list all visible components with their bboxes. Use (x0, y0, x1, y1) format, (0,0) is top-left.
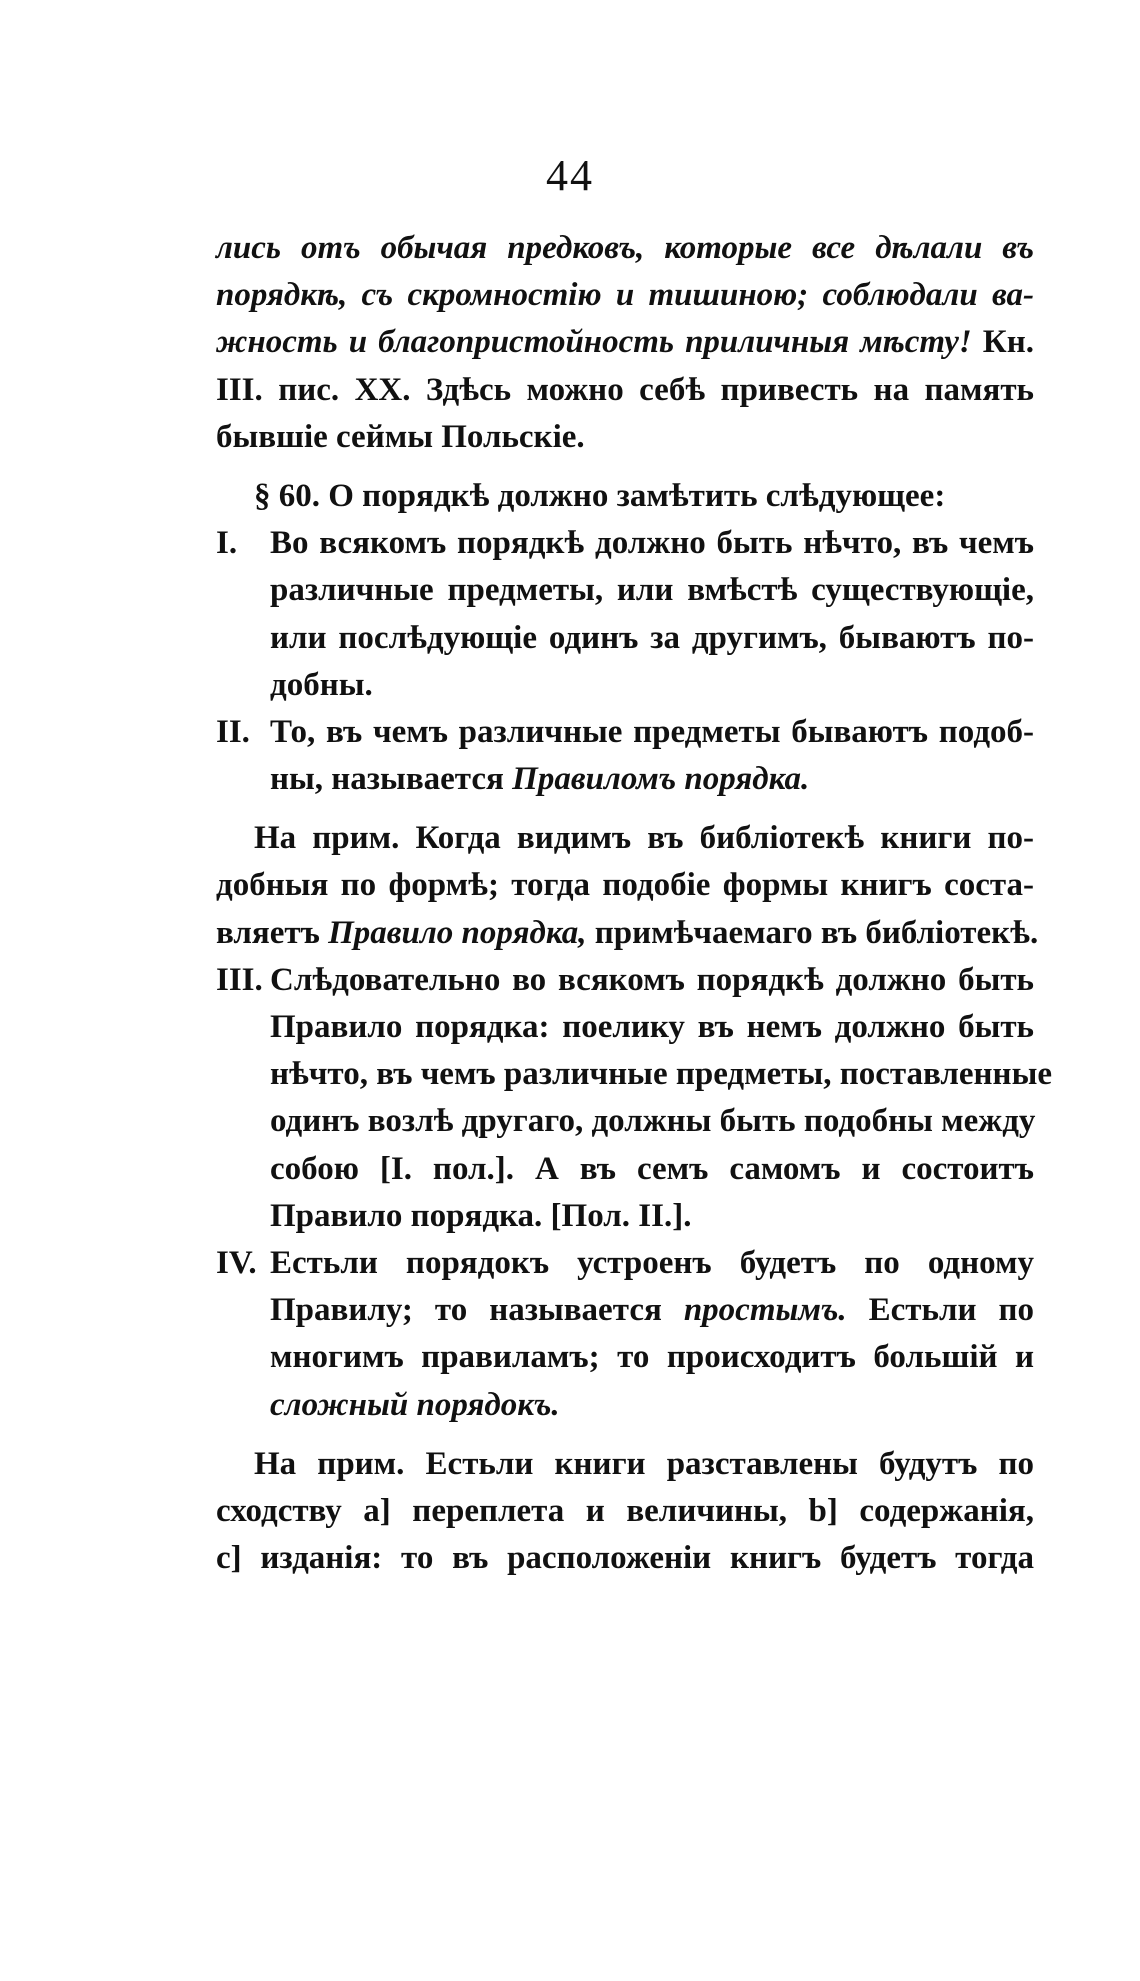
line-text: одинъ возлѣ другаго, должны быть подобны между (270, 1103, 1036, 1140)
line-text: различные предметы, или вмѣстѣ существующіе, (270, 572, 1034, 609)
text-segment: То, въ чемъ различные предметы бываютъ подоб- (270, 713, 1034, 750)
text-line (216, 756, 1034, 803)
text-line (216, 910, 1039, 957)
text-segment: Естьли по (846, 1292, 1034, 1329)
text-line (216, 1098, 1034, 1145)
text-segment: Правилу; то называется (270, 1292, 684, 1329)
item-number: IV. (216, 1244, 257, 1281)
text-line (216, 473, 1034, 520)
text-line (216, 709, 1034, 756)
text-line (216, 414, 1034, 461)
text-line (216, 520, 1034, 567)
line-text: Слѣдовательно во всякомъ порядкѣ должно быть (270, 961, 1034, 998)
text-segment: Кн. (982, 324, 1034, 361)
text-line (216, 662, 1034, 709)
text-line (216, 1334, 1034, 1381)
line-text: добныя по формѣ; тогда подобіе формы книгъ соста- (216, 867, 1034, 904)
text-line (216, 815, 1034, 862)
text-line (216, 1535, 1034, 1582)
line-text: или послѣдующіе одинъ за другимъ, бываютъ по- (270, 619, 1034, 656)
line-text: нѣчто, въ чемъ различные предметы, поставленные (270, 1056, 1052, 1093)
line-text: III. пис. XX. Здѣсь можно себѣ привесть на память (216, 371, 1034, 408)
line-text: На прим. Естьли книги разставлены будутъ по (254, 1445, 1034, 1482)
italic-text: жность и благопристойность приличныя мѣсту! (216, 324, 983, 361)
text-line (216, 1004, 1034, 1051)
text-line (216, 1441, 1034, 1488)
text-segment: ны, называется (270, 761, 513, 798)
item-number: III. (216, 961, 263, 998)
body-text (216, 225, 1052, 1582)
text-line (216, 957, 1034, 1004)
italic-text: Правило порядка, (328, 914, 587, 951)
text-line (216, 1287, 1034, 1334)
text-segment: вляетъ (216, 914, 329, 951)
text-line (216, 272, 1034, 319)
line-text: порядкѣ, съ скромностію и тишиною; соблюдали ва- (216, 277, 1034, 314)
text-line (216, 615, 1034, 662)
item-number: I. (216, 525, 238, 562)
text-line (216, 225, 1034, 272)
line-text: Правило порядка: поелику въ немъ должно быть (270, 1009, 1034, 1045)
text-line (216, 1051, 1052, 1098)
line-text: Естьли порядокъ устроенъ будетъ по одному (270, 1244, 1034, 1281)
text-segment: примѣчаемаго въ библіотекѣ. (586, 914, 1039, 951)
line-text: с] изданія: то въ расположеніи книгъ будетъ тогда (216, 1540, 1034, 1577)
line-text: На прим. Когда видимъ въ библіотекѣ книги по- (254, 820, 1034, 857)
line-text: многимъ правиламъ; то происходитъ большій и (270, 1339, 1034, 1376)
page-number: 44 (546, 151, 594, 200)
italic-text: Правиломъ порядка. (512, 761, 810, 798)
line-text: § 60. О порядкѣ должно замѣтить слѣдующее: (254, 477, 946, 514)
line-text: собою [I. пол.]. А въ семъ самомъ и состоитъ (270, 1150, 1034, 1187)
line-text: сходству а] переплета и величины, b] содержанія, (216, 1492, 1034, 1529)
text-line (216, 567, 1034, 614)
text-line (216, 367, 1034, 414)
text-line (216, 1193, 1034, 1240)
line-text: Правило порядка. [Пол. II.]. (270, 1197, 692, 1234)
line-text: бывшіе сеймы Польскіе. (216, 418, 585, 455)
text-line (216, 1488, 1034, 1535)
italic-text: сложный порядокъ. (270, 1386, 560, 1423)
italic-text: простымъ. (683, 1292, 847, 1329)
text-line (216, 1146, 1034, 1193)
text-line (216, 1240, 1034, 1287)
item-number: II. (216, 713, 250, 750)
text-line (216, 1382, 1034, 1429)
line-text: лись отъ обычая предковъ, которые все дѣлали въ (216, 230, 1034, 266)
line-text: добны. (270, 666, 373, 703)
text-line (216, 862, 1034, 909)
line-text: Во всякомъ порядкѣ должно быть нѣчто, въ чемъ (270, 525, 1034, 562)
text-line (216, 319, 1034, 366)
